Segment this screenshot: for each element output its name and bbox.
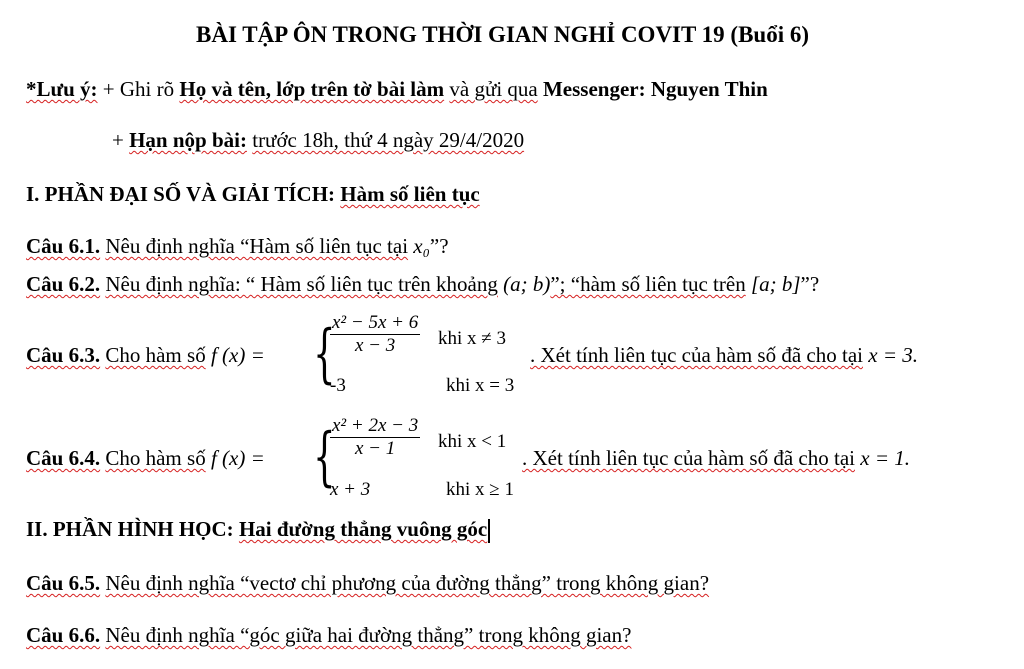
q64-point: x = 1. [860,446,910,470]
q64-label: Câu 6.4. [26,446,101,470]
q63-brace: { [313,317,336,391]
q62-label: Câu 6.2. [26,272,101,296]
q63-text: Cho hàm số [105,343,206,367]
q62-text-2: ”; “hàm số liên tục trên [550,272,746,296]
q63-tail-line [530,342,918,368]
q64-cond-2: khi x ≥ 1 [446,479,514,500]
section-2-label: II. PHẦN HÌNH HỌC: [26,517,234,541]
question-6-6 [26,622,631,648]
q64-tail-line [522,445,910,471]
q63-label: Câu 6.3. [26,343,101,367]
q63-fraction [330,312,420,357]
document-title: BÀI TẬP ÔN TRONG THỜI GIAN NGHỈ COVIT 19 (Buổi 6) [196,22,810,47]
q64-tail: . Xét tính liên tục của hàm số đã cho tại [522,446,855,470]
q63-denominator: x − 3 [354,335,396,356]
q62-math-2: [a; b] [750,272,801,296]
q64-lead [26,445,265,471]
question-6-1 [26,233,449,259]
q63-fx: f (x) = [210,343,265,367]
q62-end: ”? [800,272,820,296]
q66-text: Nêu định nghĩa “góc giữa hai đường thẳng” trong không gian? [105,623,632,647]
note-line-1 [26,76,768,102]
q65-text: Nêu định nghĩa “vectơ chỉ phương của đường thẳng” trong không gian? [105,571,710,595]
text-cursor [488,519,490,543]
q64-case-1 [330,415,420,460]
q61-label: Câu 6.1. [26,234,101,258]
section-2-heading [26,516,490,543]
question-6-5 [26,570,709,596]
q62-text-1: Nêu định nghĩa: “ Hàm số liên tục trên khoảng [105,272,498,296]
q63-numerator: x² − 5x + 6 [332,312,419,333]
q63-value-2: -3 [330,375,346,396]
q64-fraction [330,415,420,460]
q61-end: ”? [429,234,449,258]
section-1-heading [26,181,480,207]
q63-point: x = 3. [868,343,918,367]
q61-math: x₀ [413,234,430,258]
q64-value-2: x + 3 [330,479,371,500]
q64-cond-1: khi x < 1 [438,431,507,452]
section-2-topic: Hai đường thẳng vuông góc [238,517,488,541]
section-1-topic: Hàm số liên tục [340,182,480,206]
q63-case-1 [330,312,420,357]
q64-text: Cho hàm số [105,446,206,470]
note-label: *Lưu ý: [26,77,98,101]
deadline-label: Hạn nộp bài: [129,128,247,152]
note-plus: + [112,128,124,152]
q64-denominator: x − 1 [354,438,396,459]
q63-cond-2: khi x = 3 [446,375,515,396]
note-text-prefix: + Ghi rõ [102,77,175,101]
q63-cond-1: khi x ≠ 3 [438,328,506,349]
q64-fx: f (x) = [210,446,265,470]
q63-tail: . Xét tính liên tục của hàm số đã cho tại [530,343,863,367]
q64-brace: { [313,420,336,494]
q66-label: Câu 6.6. [26,623,101,647]
question-6-2 [26,271,819,297]
q61-text: Nêu định nghĩa “Hàm số liên tục tại [105,234,409,258]
note-send-via: và gửi qua [449,77,538,101]
q64-numerator: x² + 2x − 3 [332,415,419,436]
note-name-class: Họ và tên, lớp trên tờ bài làm [179,77,445,101]
section-1-label: I. PHẦN ĐẠI SỐ VÀ GIẢI TÍCH: [26,182,336,206]
q62-math-1: (a; b) [503,272,551,296]
q63-lead [26,342,265,368]
note-line-2 [112,127,524,153]
note-messenger: Messenger: Nguyen Thin [542,77,768,101]
q65-label: Câu 6.5. [26,571,101,595]
deadline-text: trước 18h, thứ 4 ngày 29/4/2020 [252,128,525,152]
